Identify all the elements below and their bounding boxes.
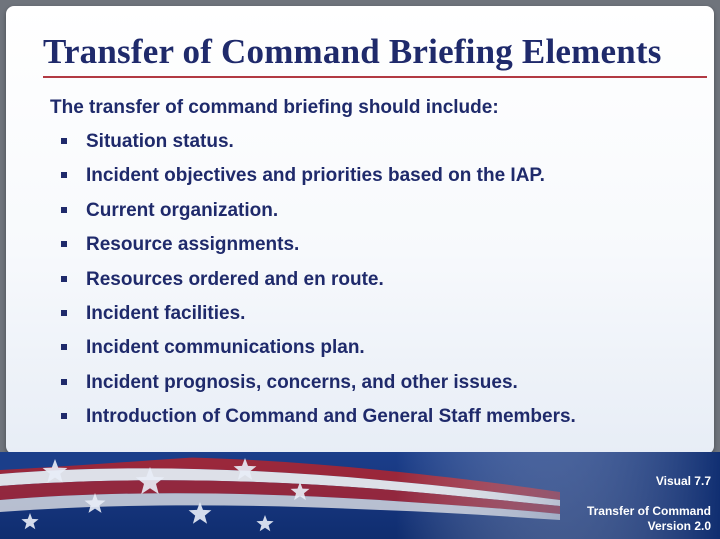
course-title: Transfer of Command bbox=[586, 504, 711, 518]
bullet-text: Incident prognosis, concerns, and other issues. bbox=[86, 371, 518, 393]
square-bullet-icon bbox=[61, 379, 67, 385]
bullet-text: Resource assignments. bbox=[86, 234, 300, 256]
content-panel bbox=[6, 6, 714, 454]
square-bullet-icon bbox=[61, 172, 67, 178]
bullet-text: Incident facilities. bbox=[86, 303, 246, 324]
square-bullet-icon bbox=[61, 310, 67, 316]
square-bullet-icon bbox=[61, 138, 67, 144]
bullet-text: Incident objectives and priorities based on the IAP. bbox=[86, 165, 545, 187]
square-bullet-icon bbox=[61, 413, 67, 419]
bullet-text: Introduction of Command and General Staff members. bbox=[86, 406, 576, 428]
title-underline bbox=[43, 76, 707, 78]
square-bullet-icon bbox=[61, 344, 67, 350]
bullet-text: Resources ordered and en route. bbox=[86, 268, 384, 290]
visual-label: Visual 7.7 bbox=[655, 474, 711, 488]
bullet-text: Incident communications plan. bbox=[86, 337, 365, 359]
square-bullet-icon bbox=[61, 241, 67, 247]
slide-title: Transfer of Command Briefing Elements bbox=[43, 32, 662, 71]
square-bullet-icon bbox=[61, 276, 67, 282]
intro-text: The transfer of command briefing should include: bbox=[50, 97, 499, 118]
footer-shade bbox=[0, 452, 720, 539]
flag-graphic bbox=[0, 452, 720, 539]
bullet-text: Situation status. bbox=[86, 131, 234, 152]
square-bullet-icon bbox=[61, 207, 67, 213]
version-label: Version 2.0 bbox=[647, 519, 711, 533]
footer-banner bbox=[0, 452, 720, 539]
bullet-text: Current organization. bbox=[86, 199, 279, 221]
